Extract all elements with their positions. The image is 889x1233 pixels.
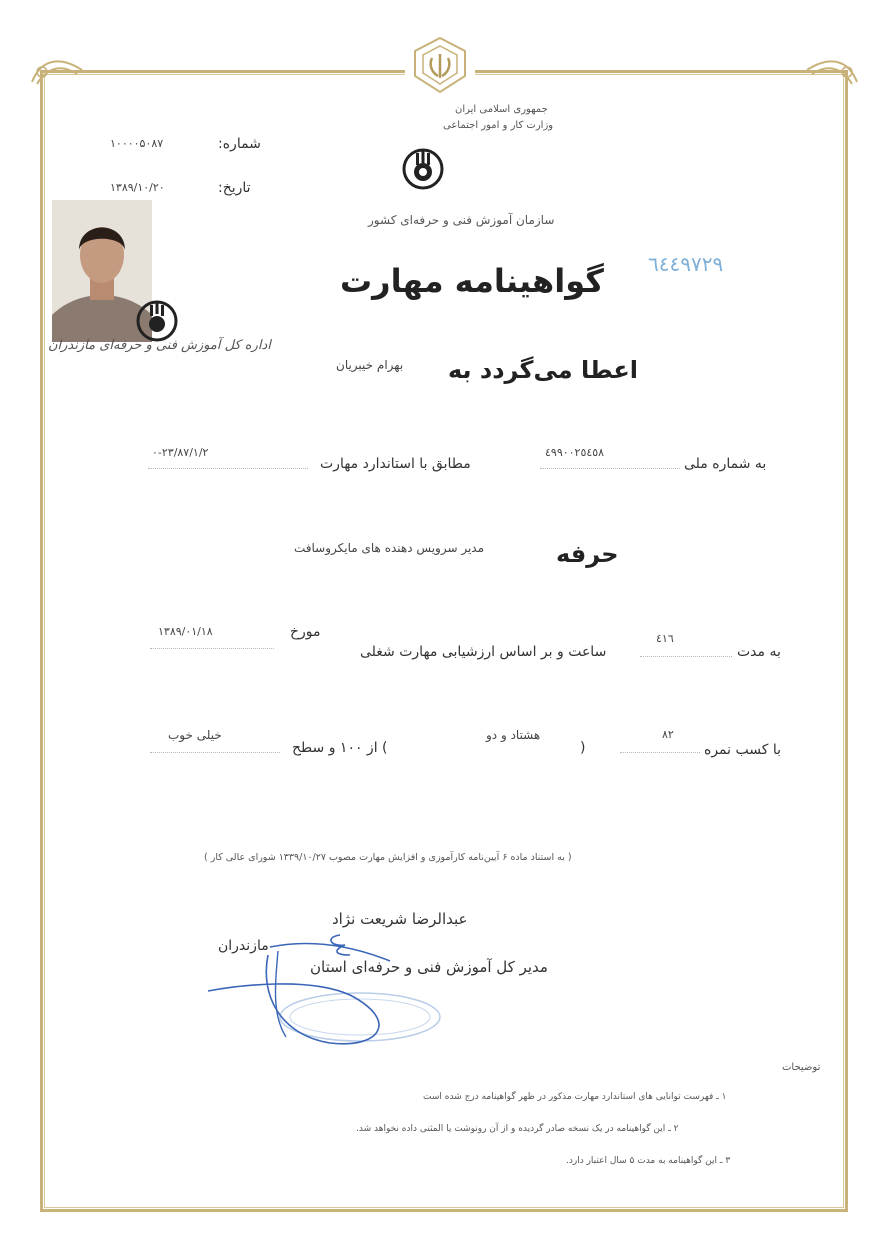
- republic-label: جمهوری اسلامی ایران: [455, 104, 548, 115]
- signature-stamp-icon: [200, 925, 480, 1055]
- date-value: ۱۳۸۹/۱۰/۲۰: [110, 181, 165, 194]
- signatory-name: عبدالرضا شریعت نژاد: [332, 910, 468, 928]
- corner-ornament-top-right-icon: [797, 52, 867, 92]
- organization-logo-icon: [402, 148, 444, 190]
- note-item-1: ۱ ـ فهرست توانایی های استاندارد مهارت مذکور در ظهر گواهینامه درج شده است: [423, 1092, 727, 1102]
- score-paren-close: ) از ۱۰۰ و سطح: [292, 740, 388, 756]
- date-label: تاریخ:: [218, 180, 251, 196]
- score-words: هشتاد و دو: [486, 728, 541, 742]
- national-id-value: ٤٩٩٠٠٢٥٤٥٨: [545, 446, 605, 459]
- awarded-label: اعطا می‌گردد به: [448, 356, 638, 384]
- duration-hours: ٤١٦: [656, 632, 674, 645]
- national-id-line: [540, 468, 680, 469]
- standard-line: [148, 468, 308, 469]
- national-id-label: به شماره ملی: [684, 456, 767, 472]
- trade-value: مدیر سرویس دهنده های مایکروسافت: [294, 541, 485, 555]
- number-label: شماره:: [218, 136, 261, 152]
- province-label: مازندران: [218, 938, 269, 954]
- trade-label: حرفه: [556, 540, 619, 568]
- note-item-2: ۲ ـ این گواهینامه در یک نسخه صادر گردیده و از آن رونوشت یا المثنی داده نخواهد شد.: [356, 1124, 679, 1134]
- standard-label: مطابق با استاندارد مهارت: [320, 456, 471, 472]
- serial-number: ٦٤٤٩٧٢٩: [648, 252, 724, 276]
- notes-heading: توضیحات: [782, 1062, 821, 1073]
- duration-line: [640, 656, 732, 657]
- signatory-title: مدیر کل آموزش فنی و حرفه‌ای استان: [310, 958, 548, 976]
- corner-ornament-top-left-icon: [22, 52, 92, 92]
- dated-value: ۱۳۸۹/۰۱/۱۸: [158, 625, 213, 638]
- dated-label: مورخ: [290, 624, 321, 640]
- duration-label: به مدت: [737, 644, 781, 660]
- photo-caption: اداره کل آموزش فنی و حرفه‌ای مازندران: [48, 338, 271, 353]
- ministry-label: وزارت کار و امور اجتماعی: [443, 120, 554, 131]
- score-level: خیلی خوب: [168, 728, 222, 742]
- score-label: با کسب نمره: [704, 742, 782, 758]
- certificate-title: گواهینامه مهارت: [340, 262, 604, 300]
- score-line: [620, 752, 700, 753]
- dated-line: [150, 648, 274, 649]
- score-paren-open: (: [580, 740, 586, 756]
- number-value: ۱۰۰۰۰۵۰۸۷: [110, 137, 164, 150]
- score-value: ۸۲: [662, 728, 674, 741]
- level-line: [150, 752, 280, 753]
- iran-emblem-icon: [405, 36, 475, 94]
- standard-value: ۰-۲۳/۸۷/۱/۲: [152, 446, 209, 459]
- legal-note: ( به استناد ماده ۶ آیین‌نامه کارآموزی و افزایش مهارت مصوب ۱۳۳۹/۱۰/۲۷ شورای عالی کار ): [204, 852, 572, 863]
- holder-name: بهرام خیبریان: [336, 358, 404, 372]
- duration-text: ساعت و بر اساس ارزشیابی مهارت شغلی: [360, 644, 607, 660]
- organization-label: سازمان آموزش فنی و حرفه‌ای کشور: [368, 213, 555, 227]
- note-item-3: ۳ ـ این گواهینامه به مدت ۵ سال اعتبار دارد.: [566, 1156, 731, 1166]
